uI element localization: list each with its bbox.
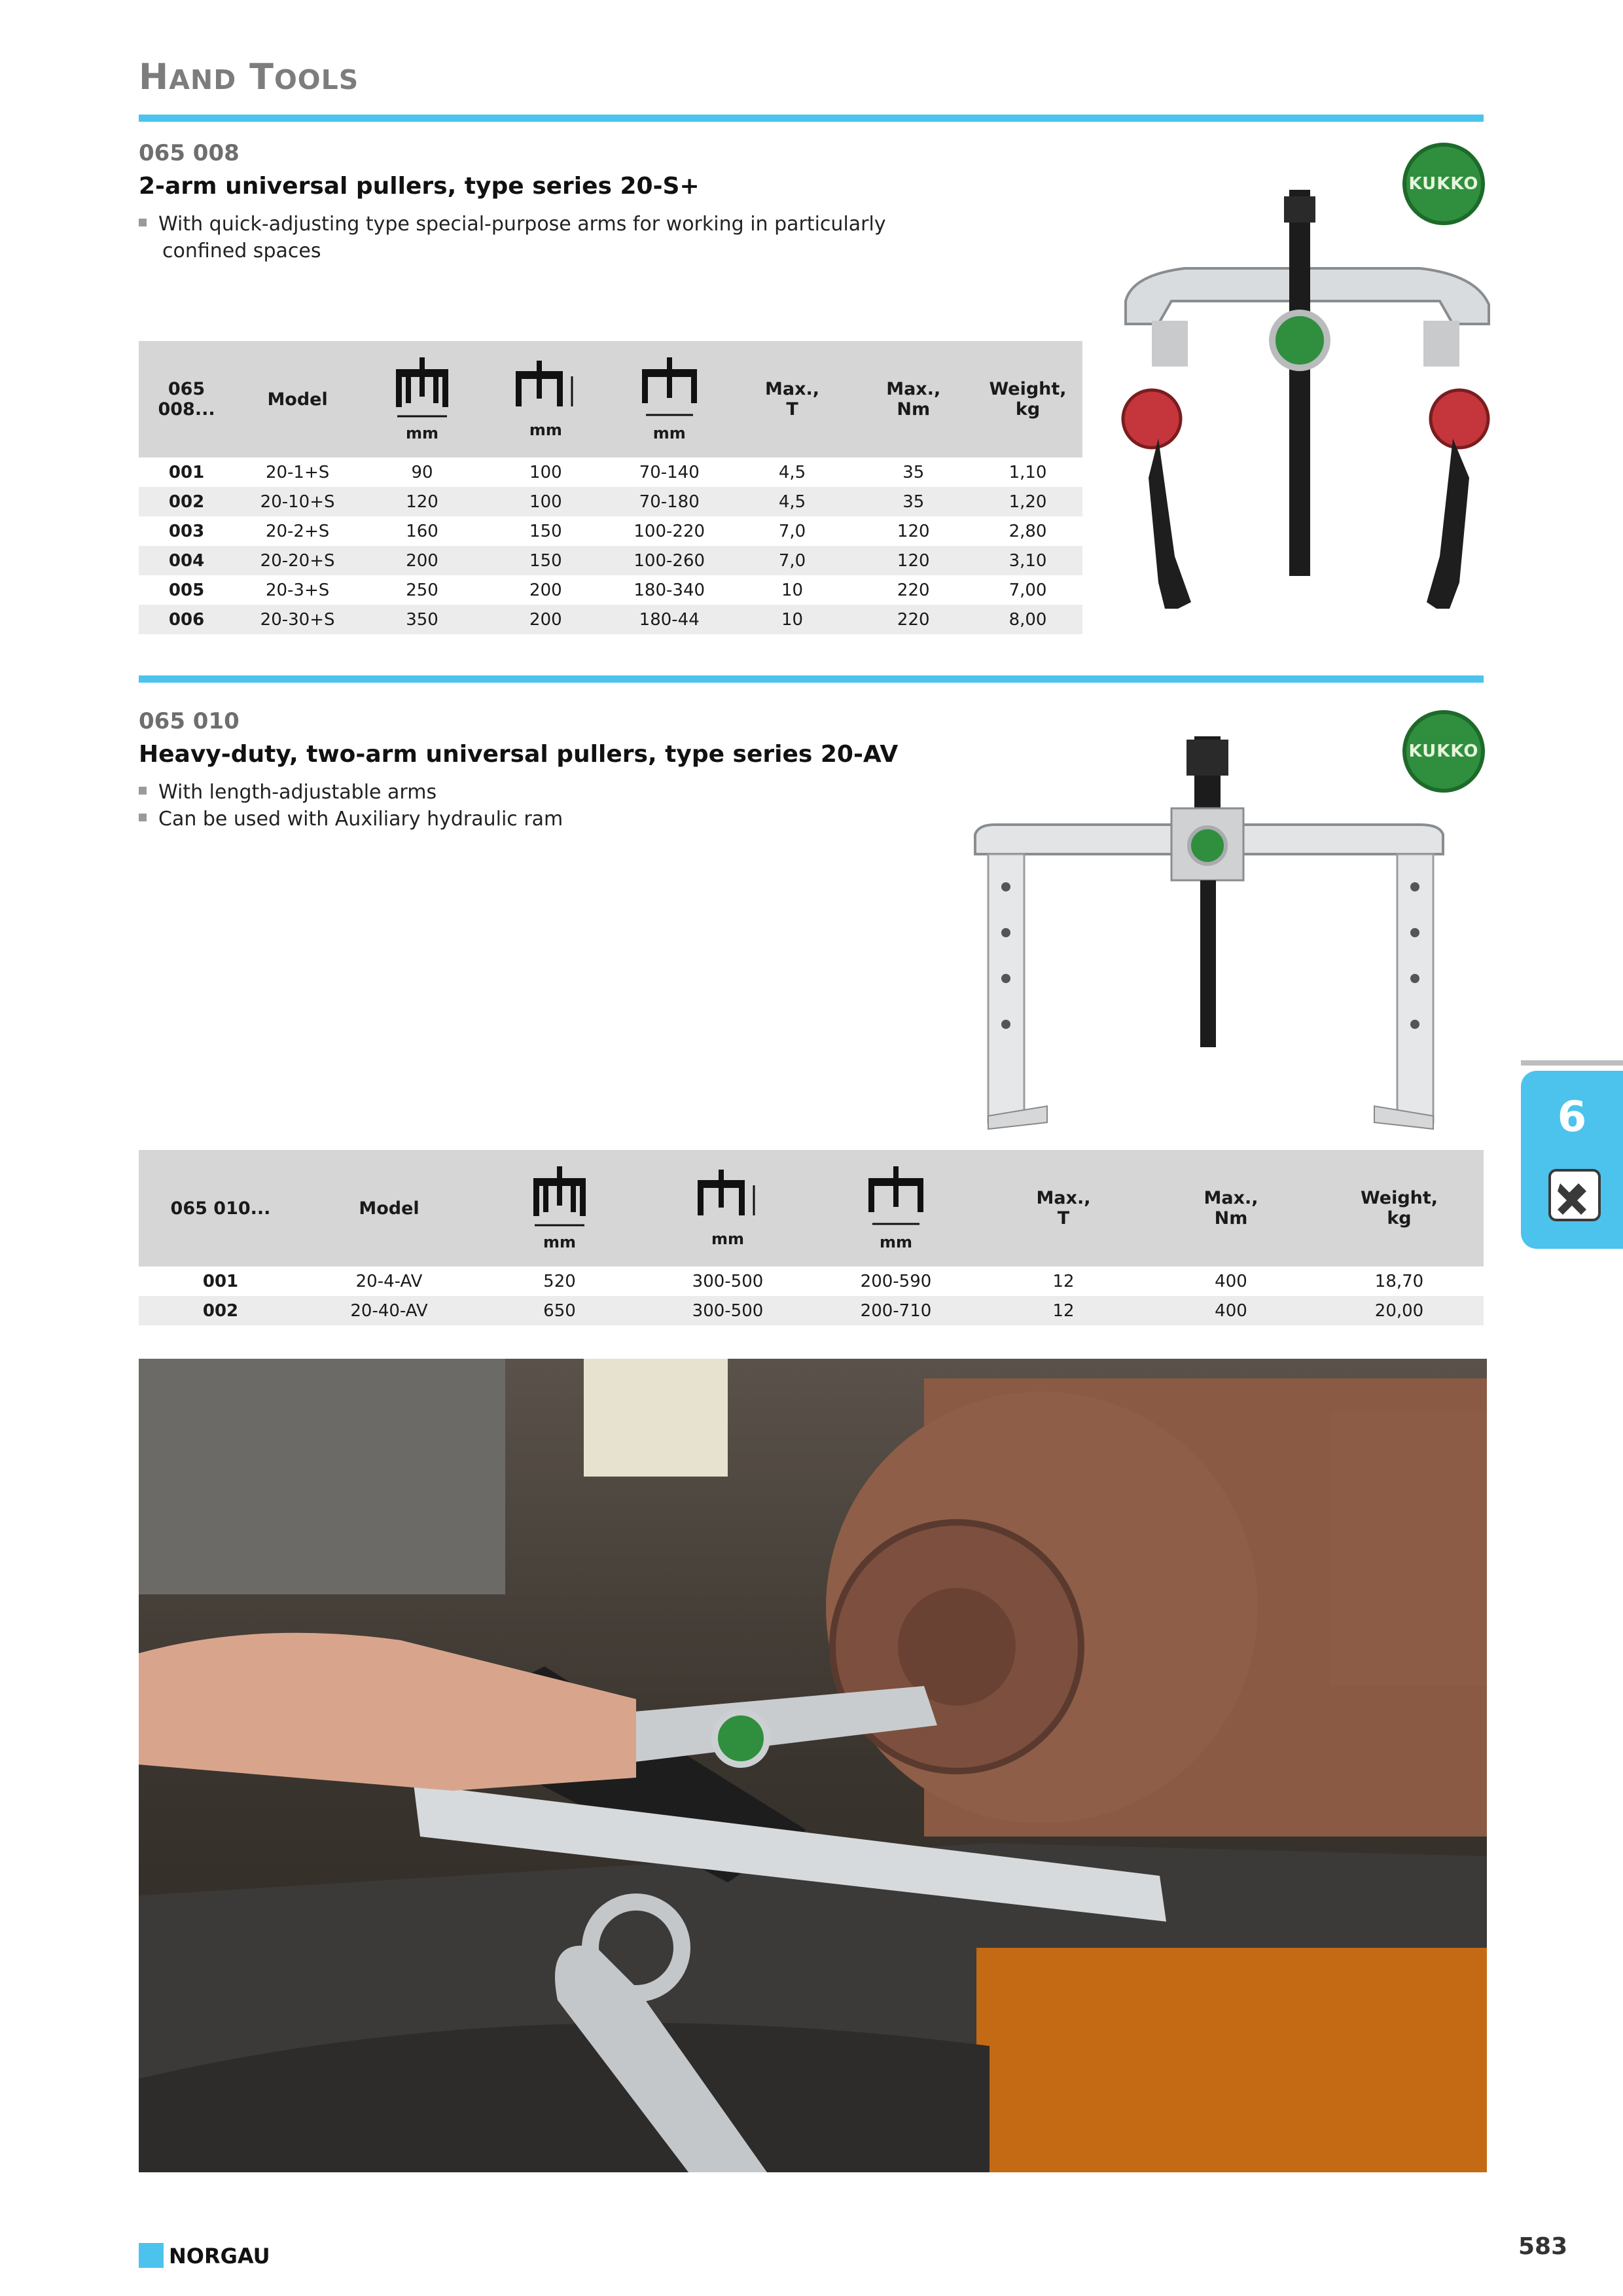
kukko-logo: KUKKO [1402,143,1485,225]
header-weight: Weight, kg [1315,1150,1484,1266]
table-row: 004 20-20+S 200 150 100-260 7,0 120 3,10 [139,546,1082,575]
table-row: 006 20-30+S 350 200 180-44 10 220 8,00 [139,605,1082,634]
header-model: Model [234,341,361,457]
product-title: Heavy-duty, two-arm universal pullers, type series 20-AV [139,741,899,768]
spec-table-065010 [139,1150,1484,1325]
page-number: 583 [1518,2233,1568,2260]
table-row: 002 20-10+S 120 100 70-180 4,5 35 1,20 [139,487,1082,516]
header-depth: mm [643,1150,812,1266]
header-max-t: Max., T [980,1150,1147,1266]
header-spread: mm [361,341,484,457]
section-divider [139,675,1484,683]
table-row: 001 20-1+S 90 100 70-140 4,5 35 1,10 [168,462,1047,482]
feature-item: With quick-adjusting type special-purpose arms for working in particularly [139,211,891,238]
feature-item-continued: confined spaces [162,240,321,262]
product-title: 2-arm universal pullers, type series 20-S+ [139,173,700,200]
chapter-number: 6 [1557,1093,1587,1141]
header-weight: Weight, kg [973,341,1082,457]
range-diagram-icon [637,356,702,422]
spread-diagram-icon [527,1165,592,1230]
range-diagram-icon [863,1165,929,1230]
feature-item: With length-adjustable arms [139,779,891,806]
depth-diagram-icon [695,1168,760,1227]
feature-list [139,779,891,833]
header-model: Model [302,1150,476,1266]
spread-diagram-icon [389,356,455,422]
footer-brand: NORGAU [169,2244,270,2269]
header-spread: mm [476,1150,643,1266]
header-article: 065 008... [139,341,234,457]
kukko-logo: KUKKO [1402,710,1485,793]
feature-item: Can be used with Auxiliary hydraulic ram [139,806,891,833]
puller-20-av-image [969,736,1453,1136]
table-row: 001 20-4-AV 520 300-500 200-590 12 400 18,70 [202,1271,1424,1291]
header-article: 065 010... [139,1150,302,1266]
product-code: 065 010 [139,708,240,734]
header-max-t: Max., T [731,341,854,457]
norgau-logo-mark [139,2243,164,2268]
header-depth: mm [484,341,608,457]
header-range: mm [608,341,731,457]
table-row: 003 20-2+S 160 150 100-220 7,0 120 2,80 [168,521,1047,541]
header-range: mm [812,1150,980,1266]
header-max-nm: Max., Nm [1147,1150,1315,1266]
header-divider [139,115,1484,122]
wrench-icon [1548,1169,1601,1221]
puller-20-s-image [1113,190,1499,622]
depth-diagram-icon [513,359,579,418]
spec-table-065008 [139,341,1082,634]
table-row: 005 20-3+S 250 200 180-340 10 220 7,00 [168,580,1047,600]
page-header-title: HAND TOOLS [139,56,359,98]
table-row: 002 20-40-AV 650 300-500 200-710 12 400 20,00 [139,1296,1484,1325]
chapter-tab[interactable] [1521,1071,1623,1249]
product-code: 065 008 [139,140,240,166]
feature-list [139,211,891,264]
application-photo [139,1359,1487,2172]
side-tab-rule [1521,1060,1623,1066]
header-max-nm: Max., Nm [853,341,973,457]
